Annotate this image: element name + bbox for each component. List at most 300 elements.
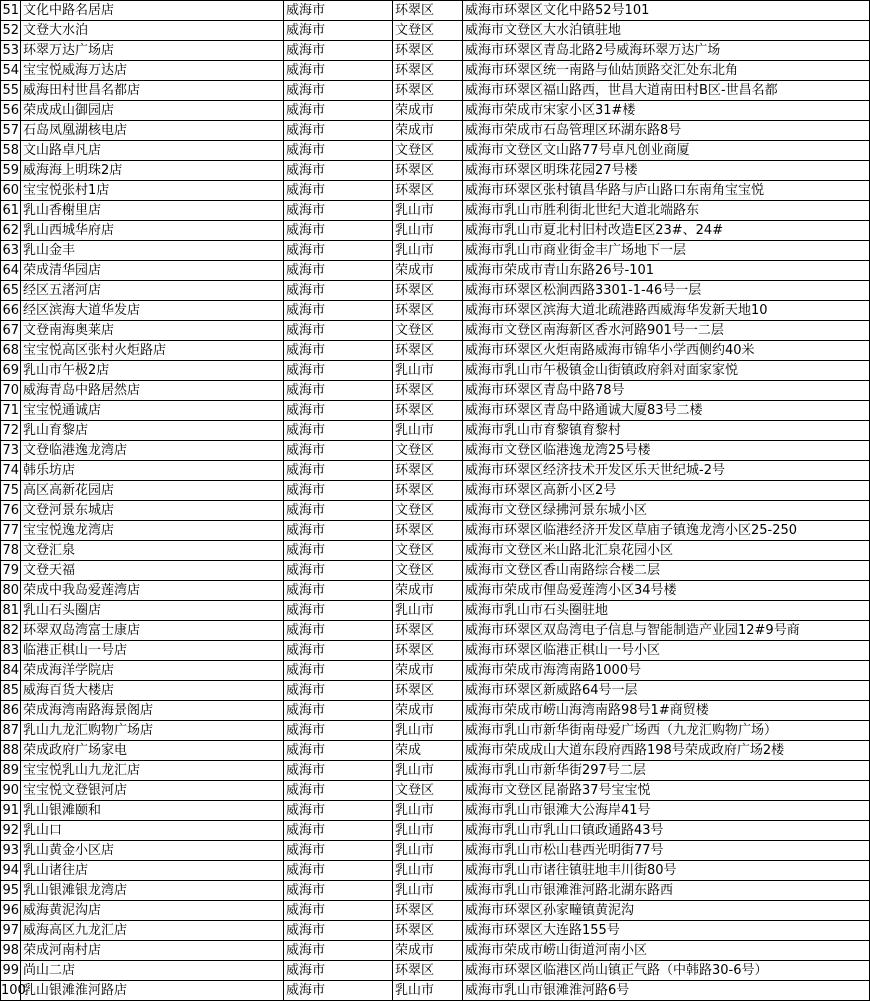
city-cell: 威海市 <box>284 161 393 181</box>
table-row <box>1 741 870 761</box>
row-number-cell: 97 <box>1 921 21 941</box>
city-cell: 威海市 <box>284 141 393 161</box>
address-cell: 威海市乳山市乳山口镇政通路43号 <box>463 821 870 841</box>
address-cell: 威海市环翠区青岛北路2号威海环翠万达广场 <box>463 41 870 61</box>
row-number-cell: 100 <box>1 981 21 1001</box>
row-number-cell: 91 <box>1 801 21 821</box>
store-name-cell: 文登汇泉 <box>21 541 284 561</box>
address-cell: 威海市文登区文山路77号卓凡创业商厦 <box>463 141 870 161</box>
store-name-cell: 文登河景东城店 <box>21 501 284 521</box>
store-name-cell: 乳山香榭里店 <box>21 201 284 221</box>
address-cell: 威海市荣成市青山东路26号-101 <box>463 261 870 281</box>
city-cell: 威海市 <box>284 321 393 341</box>
store-name-cell: 经区滨海大道华发店 <box>21 301 284 321</box>
table-row <box>1 61 870 81</box>
table-row <box>1 421 870 441</box>
store-name-cell: 文登临港逸龙湾店 <box>21 441 284 461</box>
district-cell: 环翠区 <box>393 61 463 81</box>
row-number-cell: 61 <box>1 201 21 221</box>
store-name-cell: 乳山西城华府店 <box>21 221 284 241</box>
address-cell: 威海市环翠区临港正棋山一号小区 <box>463 641 870 661</box>
city-cell: 威海市 <box>284 701 393 721</box>
row-number-cell: 63 <box>1 241 21 261</box>
address-cell: 威海市环翠区明珠花园27号楼 <box>463 161 870 181</box>
table-row <box>1 841 870 861</box>
city-cell: 威海市 <box>284 481 393 501</box>
address-cell: 威海市环翠区双岛湾电子信息与智能制造产业园12#9号商 <box>463 621 870 641</box>
table-row <box>1 81 870 101</box>
city-cell: 威海市 <box>284 441 393 461</box>
address-cell: 威海市乳山市银滩淮河路北湖东路西 <box>463 881 870 901</box>
row-number-cell: 66 <box>1 301 21 321</box>
district-cell: 文登区 <box>393 781 463 801</box>
district-cell: 乳山市 <box>393 841 463 861</box>
row-number-cell: 82 <box>1 621 21 641</box>
district-cell: 文登区 <box>393 541 463 561</box>
store-name-cell: 荣成河南村店 <box>21 941 284 961</box>
row-number-cell: 76 <box>1 501 21 521</box>
row-number-cell: 89 <box>1 761 21 781</box>
row-number-cell: 85 <box>1 681 21 701</box>
address-cell: 威海市乳山市夏北村旧村改造E区23#、24# <box>463 221 870 241</box>
table-row <box>1 661 870 681</box>
store-name-cell: 文登大水泊 <box>21 21 284 41</box>
address-cell: 威海市环翠区统一南路与仙姑顶路交汇处东北角 <box>463 61 870 81</box>
table-row <box>1 341 870 361</box>
row-number-cell: 72 <box>1 421 21 441</box>
table-row <box>1 181 870 201</box>
address-cell: 威海市环翠区松涧西路3301-1-46号一层 <box>463 281 870 301</box>
address-cell: 威海市环翠区大连路155号 <box>463 921 870 941</box>
city-cell: 威海市 <box>284 901 393 921</box>
district-cell: 环翠区 <box>393 621 463 641</box>
city-cell: 威海市 <box>284 421 393 441</box>
store-name-cell: 韩乐坊店 <box>21 461 284 481</box>
district-cell: 文登区 <box>393 321 463 341</box>
district-cell: 环翠区 <box>393 401 463 421</box>
district-cell: 环翠区 <box>393 181 463 201</box>
address-cell: 威海市乳山市午极镇金山街镇政府斜对面家家悦 <box>463 361 870 381</box>
store-name-cell: 乳山石头圈店 <box>21 601 284 621</box>
city-cell: 威海市 <box>284 581 393 601</box>
district-cell: 环翠区 <box>393 1 463 21</box>
district-cell: 环翠区 <box>393 161 463 181</box>
address-cell: 威海市环翠区临港区尚山镇正气路（中韩路30-6号） <box>463 961 870 981</box>
row-number-cell: 81 <box>1 601 21 621</box>
address-cell: 威海市乳山市银滩大公海岸41号 <box>463 801 870 821</box>
store-name-cell: 荣成海洋学院店 <box>21 661 284 681</box>
row-number-cell: 74 <box>1 461 21 481</box>
store-name-cell: 乳山金丰 <box>21 241 284 261</box>
store-name-cell: 荣成中我岛爱莲湾店 <box>21 581 284 601</box>
district-cell: 乳山市 <box>393 981 463 1001</box>
city-cell: 威海市 <box>284 461 393 481</box>
row-number-cell: 83 <box>1 641 21 661</box>
row-number-cell: 58 <box>1 141 21 161</box>
district-cell: 文登区 <box>393 441 463 461</box>
city-cell: 威海市 <box>284 681 393 701</box>
address-cell: 威海市环翠区青岛中路通诚大厦83号二楼 <box>463 401 870 421</box>
row-number-cell: 67 <box>1 321 21 341</box>
row-number-cell: 93 <box>1 841 21 861</box>
district-cell: 荣成 <box>393 741 463 761</box>
address-cell: 威海市文登区南海新区香水河路901号一二层 <box>463 321 870 341</box>
store-name-cell: 文登南海奥莱店 <box>21 321 284 341</box>
address-cell: 威海市乳山市诸往镇驻地丰川街80号 <box>463 861 870 881</box>
store-name-cell: 宝宝悦文登银河店 <box>21 781 284 801</box>
row-number-cell: 95 <box>1 881 21 901</box>
store-name-cell: 荣成清华园店 <box>21 261 284 281</box>
district-cell: 荣成市 <box>393 941 463 961</box>
district-cell: 乳山市 <box>393 601 463 621</box>
district-cell: 环翠区 <box>393 381 463 401</box>
store-name-cell: 经区五渚河店 <box>21 281 284 301</box>
row-number-cell: 99 <box>1 961 21 981</box>
store-name-cell: 文化中路名居店 <box>21 1 284 21</box>
store-name-cell: 乳山银滩颐和 <box>21 801 284 821</box>
row-number-cell: 73 <box>1 441 21 461</box>
table-row <box>1 521 870 541</box>
city-cell: 威海市 <box>284 601 393 621</box>
row-number-cell: 59 <box>1 161 21 181</box>
city-cell: 威海市 <box>284 361 393 381</box>
address-cell: 威海市荣成市石岛管理区环湖东路8号 <box>463 121 870 141</box>
table-row <box>1 141 870 161</box>
address-cell: 威海市环翠区滨海大道北疏港路西威海华发新天地10 <box>463 301 870 321</box>
city-cell: 威海市 <box>284 281 393 301</box>
row-number-cell: 90 <box>1 781 21 801</box>
city-cell: 威海市 <box>284 661 393 681</box>
district-cell: 乳山市 <box>393 241 463 261</box>
table-row <box>1 321 870 341</box>
table-row <box>1 121 870 141</box>
address-cell: 威海市环翠区文化中路52号101 <box>463 1 870 21</box>
store-name-cell: 宝宝悦高区张村火炬路店 <box>21 341 284 361</box>
district-cell: 荣成市 <box>393 261 463 281</box>
address-cell: 威海市荣成市俚岛爱莲湾小区34号楼 <box>463 581 870 601</box>
address-cell: 威海市文登区昆嵛路37号宝宝悦 <box>463 781 870 801</box>
city-cell: 威海市 <box>284 501 393 521</box>
district-cell: 乳山市 <box>393 881 463 901</box>
table-row <box>1 381 870 401</box>
district-cell: 乳山市 <box>393 201 463 221</box>
store-name-cell: 乳山银滩淮河路店 <box>21 981 284 1001</box>
table-row <box>1 981 870 1001</box>
address-cell: 威海市乳山市银滩淮河路6号 <box>463 981 870 1001</box>
table-row <box>1 221 870 241</box>
city-cell: 威海市 <box>284 101 393 121</box>
store-name-cell: 威海海上明珠2店 <box>21 161 284 181</box>
store-name-cell: 环翠万达广场店 <box>21 41 284 61</box>
store-name-cell: 乳山口 <box>21 821 284 841</box>
city-cell: 威海市 <box>284 61 393 81</box>
district-cell: 荣成市 <box>393 101 463 121</box>
district-cell: 文登区 <box>393 21 463 41</box>
city-cell: 威海市 <box>284 801 393 821</box>
city-cell: 威海市 <box>284 201 393 221</box>
store-name-cell: 荣成政府广场家电 <box>21 741 284 761</box>
row-number-cell: 64 <box>1 261 21 281</box>
table-row <box>1 261 870 281</box>
table-row <box>1 801 870 821</box>
table-row <box>1 461 870 481</box>
district-cell: 环翠区 <box>393 921 463 941</box>
store-name-cell: 乳山黄金小区店 <box>21 841 284 861</box>
district-cell: 乳山市 <box>393 421 463 441</box>
district-cell: 乳山市 <box>393 801 463 821</box>
city-cell: 威海市 <box>284 21 393 41</box>
address-cell: 威海市环翠区高新小区2号 <box>463 481 870 501</box>
row-number-cell: 54 <box>1 61 21 81</box>
district-cell: 环翠区 <box>393 41 463 61</box>
city-cell: 威海市 <box>284 921 393 941</box>
city-cell: 威海市 <box>284 721 393 741</box>
table-row <box>1 21 870 41</box>
row-number-cell: 52 <box>1 21 21 41</box>
store-name-cell: 环翠双岛湾富士康店 <box>21 621 284 641</box>
district-cell: 环翠区 <box>393 641 463 661</box>
store-name-cell: 威海黄泥沟店 <box>21 901 284 921</box>
city-cell: 威海市 <box>284 781 393 801</box>
city-cell: 威海市 <box>284 401 393 421</box>
district-cell: 乳山市 <box>393 861 463 881</box>
city-cell: 威海市 <box>284 761 393 781</box>
district-cell: 环翠区 <box>393 461 463 481</box>
district-cell: 文登区 <box>393 501 463 521</box>
table-row <box>1 941 870 961</box>
city-cell: 威海市 <box>284 341 393 361</box>
row-number-cell: 57 <box>1 121 21 141</box>
store-name-cell: 威海青岛中路居然店 <box>21 381 284 401</box>
row-number-cell: 96 <box>1 901 21 921</box>
district-cell: 文登区 <box>393 561 463 581</box>
table-row <box>1 961 870 981</box>
store-name-cell: 荣成海湾南路海景阁店 <box>21 701 284 721</box>
district-cell: 文登区 <box>393 141 463 161</box>
city-cell: 威海市 <box>284 1 393 21</box>
city-cell: 威海市 <box>284 941 393 961</box>
address-cell: 威海市乳山市新华街297号二层 <box>463 761 870 781</box>
store-name-cell: 石岛凤凰湖核电店 <box>21 121 284 141</box>
store-name-cell: 临港正棋山一号店 <box>21 641 284 661</box>
district-cell: 环翠区 <box>393 961 463 981</box>
table-row <box>1 761 870 781</box>
store-name-cell: 文山路卓凡店 <box>21 141 284 161</box>
row-number-cell: 51 <box>1 1 21 21</box>
table-row <box>1 881 870 901</box>
city-cell: 威海市 <box>284 981 393 1001</box>
address-cell: 威海市文登区临港逸龙湾25号楼 <box>463 441 870 461</box>
store-name-cell: 宝宝悦乳山九龙汇店 <box>21 761 284 781</box>
store-name-cell: 乳山九龙汇购物广场店 <box>21 721 284 741</box>
table-row <box>1 41 870 61</box>
city-cell: 威海市 <box>284 241 393 261</box>
table-row <box>1 361 870 381</box>
city-cell: 威海市 <box>284 221 393 241</box>
row-number-cell: 94 <box>1 861 21 881</box>
city-cell: 威海市 <box>284 841 393 861</box>
city-cell: 威海市 <box>284 621 393 641</box>
district-cell: 荣成市 <box>393 581 463 601</box>
table-row <box>1 701 870 721</box>
table-row <box>1 241 870 261</box>
city-cell: 威海市 <box>284 181 393 201</box>
table-row <box>1 861 870 881</box>
district-cell: 乳山市 <box>393 761 463 781</box>
address-cell: 威海市乳山市胜利街北世纪大道北端路东 <box>463 201 870 221</box>
table-row <box>1 301 870 321</box>
city-cell: 威海市 <box>284 821 393 841</box>
address-cell: 威海市乳山市商业街金丰广场地下一层 <box>463 241 870 261</box>
row-number-cell: 53 <box>1 41 21 61</box>
city-cell: 威海市 <box>284 81 393 101</box>
table-row <box>1 901 870 921</box>
district-cell: 环翠区 <box>393 521 463 541</box>
row-number-cell: 68 <box>1 341 21 361</box>
address-cell: 威海市环翠区张村镇昌华路与庐山路口东南角宝宝悦 <box>463 181 870 201</box>
table-row <box>1 601 870 621</box>
store-table-body <box>1 1 870 1001</box>
address-cell: 威海市乳山市石头圈驻地 <box>463 601 870 621</box>
store-name-cell: 宝宝悦逸龙湾店 <box>21 521 284 541</box>
store-name-cell: 宝宝悦张村1店 <box>21 181 284 201</box>
district-cell: 环翠区 <box>393 81 463 101</box>
address-cell: 威海市文登区香山南路综合楼二层 <box>463 561 870 581</box>
row-number-cell: 87 <box>1 721 21 741</box>
row-number-cell: 79 <box>1 561 21 581</box>
address-cell: 威海市乳山市新华街南母爱广场西（九龙汇购物广场） <box>463 721 870 741</box>
district-cell: 荣成市 <box>393 121 463 141</box>
table-row <box>1 481 870 501</box>
row-number-cell: 55 <box>1 81 21 101</box>
address-cell: 威海市环翠区新威路64号一层 <box>463 681 870 701</box>
table-row <box>1 501 870 521</box>
city-cell: 威海市 <box>284 301 393 321</box>
store-name-cell: 威海田村世昌名都店 <box>21 81 284 101</box>
district-cell: 环翠区 <box>393 481 463 501</box>
address-cell: 威海市荣成市海湾南路1000号 <box>463 661 870 681</box>
table-row <box>1 441 870 461</box>
row-number-cell: 71 <box>1 401 21 421</box>
table-row <box>1 201 870 221</box>
city-cell: 威海市 <box>284 541 393 561</box>
district-cell: 乳山市 <box>393 721 463 741</box>
district-cell: 环翠区 <box>393 681 463 701</box>
store-name-cell: 乳山市午极2店 <box>21 361 284 381</box>
address-cell: 威海市环翠区经济技术开发区乐天世纪城-2号 <box>463 461 870 481</box>
table-row <box>1 401 870 421</box>
store-name-cell: 宝宝悦通诚店 <box>21 401 284 421</box>
address-cell: 威海市文登区大水泊镇驻地 <box>463 21 870 41</box>
row-number-cell: 88 <box>1 741 21 761</box>
city-cell: 威海市 <box>284 741 393 761</box>
city-cell: 威海市 <box>284 961 393 981</box>
store-name-cell: 荣成成山御园店 <box>21 101 284 121</box>
table-row <box>1 101 870 121</box>
address-cell: 威海市荣成市崂山街道河南小区 <box>463 941 870 961</box>
district-cell: 环翠区 <box>393 341 463 361</box>
row-number-cell: 65 <box>1 281 21 301</box>
district-cell: 环翠区 <box>393 901 463 921</box>
district-cell: 乳山市 <box>393 821 463 841</box>
table-row <box>1 161 870 181</box>
table-row <box>1 281 870 301</box>
table-row <box>1 681 870 701</box>
row-number-cell: 75 <box>1 481 21 501</box>
row-number-cell: 78 <box>1 541 21 561</box>
store-name-cell: 乳山育黎店 <box>21 421 284 441</box>
district-cell: 环翠区 <box>393 281 463 301</box>
address-cell: 威海市环翠区临港经济开发区草庙子镇逸龙湾小区25-250 <box>463 521 870 541</box>
store-name-cell: 威海百货大楼店 <box>21 681 284 701</box>
row-number-cell: 86 <box>1 701 21 721</box>
district-cell: 乳山市 <box>393 361 463 381</box>
district-cell: 荣成市 <box>393 661 463 681</box>
address-cell: 威海市文登区绿拂河景东城小区 <box>463 501 870 521</box>
address-cell: 威海市环翠区福山路西，世昌大道南田村B区-世昌名都 <box>463 81 870 101</box>
store-name-cell: 宝宝悦威海万达店 <box>21 61 284 81</box>
row-number-cell: 77 <box>1 521 21 541</box>
row-number-cell: 98 <box>1 941 21 961</box>
city-cell: 威海市 <box>284 521 393 541</box>
row-number-cell: 92 <box>1 821 21 841</box>
city-cell: 威海市 <box>284 641 393 661</box>
table-row <box>1 821 870 841</box>
district-cell: 荣成市 <box>393 701 463 721</box>
table-row <box>1 721 870 741</box>
table-row <box>1 621 870 641</box>
address-cell: 威海市荣成成山大道东段府西路198号荣成政府广场2楼 <box>463 741 870 761</box>
district-cell: 乳山市 <box>393 221 463 241</box>
city-cell: 威海市 <box>284 41 393 61</box>
address-cell: 威海市荣成市崂山海湾南路98号1#商贸楼 <box>463 701 870 721</box>
address-cell: 威海市乳山市松山巷西光明街77号 <box>463 841 870 861</box>
row-number-cell: 80 <box>1 581 21 601</box>
store-name-cell: 高区高新花园店 <box>21 481 284 501</box>
city-cell: 威海市 <box>284 861 393 881</box>
city-cell: 威海市 <box>284 881 393 901</box>
row-number-cell: 69 <box>1 361 21 381</box>
table-row <box>1 781 870 801</box>
address-cell: 威海市荣成市宋家小区31#楼 <box>463 101 870 121</box>
city-cell: 威海市 <box>284 561 393 581</box>
city-cell: 威海市 <box>284 121 393 141</box>
table-row <box>1 581 870 601</box>
table-row <box>1 1 870 21</box>
row-number-cell: 70 <box>1 381 21 401</box>
row-number-cell: 62 <box>1 221 21 241</box>
row-number-cell: 60 <box>1 181 21 201</box>
table-row <box>1 561 870 581</box>
store-name-cell: 乳山银滩银龙湾店 <box>21 881 284 901</box>
store-name-cell: 威海高区九龙汇店 <box>21 921 284 941</box>
store-name-cell: 乳山诸往店 <box>21 861 284 881</box>
address-cell: 威海市环翠区青岛中路78号 <box>463 381 870 401</box>
store-name-cell: 尚山二店 <box>21 961 284 981</box>
table-row <box>1 541 870 561</box>
district-cell: 环翠区 <box>393 301 463 321</box>
row-number-cell: 56 <box>1 101 21 121</box>
row-number-cell: 84 <box>1 661 21 681</box>
table-row <box>1 921 870 941</box>
address-cell: 威海市环翠区孙家疃镇黄泥沟 <box>463 901 870 921</box>
table-row <box>1 641 870 661</box>
address-cell: 威海市乳山市育黎镇育黎村 <box>463 421 870 441</box>
city-cell: 威海市 <box>284 261 393 281</box>
city-cell: 威海市 <box>284 381 393 401</box>
address-cell: 威海市文登区米山路北汇泉花园小区 <box>463 541 870 561</box>
address-cell: 威海市环翠区火炬南路威海市锦华小学西侧约40米 <box>463 341 870 361</box>
